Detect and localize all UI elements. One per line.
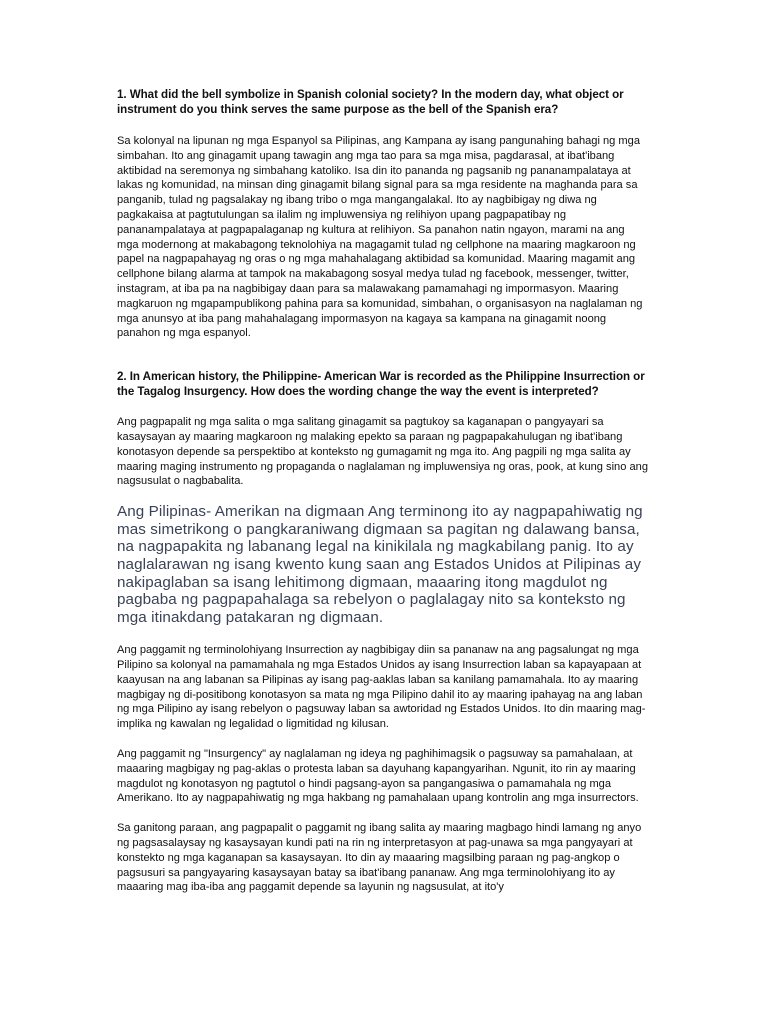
- answer-3-large-paragraph: Ang Pilipinas- Amerikan na digmaan Ang terminong ito ay nagpapahiwatig ng mas simetrikong o pangkaraniwang digmaan sa pagitan ng dalawang bansa, na nagpapakita ng labanang legal na kinikilala ng magkabilang panig. Ito ay naglalarawan ng isang kwento kung saan ang Estados Unidos at Pilipinas ay nakipaglaban sa isang lehitimong digmaan, maaaring itong magdulot ng pagbaba ng pagpapahalaga sa rebelyon o paglalagay nito sa konteksto ng mga itinakdang patakaran ng digmaan.: [117, 503, 643, 626]
- answer-6-paragraph: Sa ganitong paraan, ang pagpapalit o paggamit ng ibang salita ay maaring magbago hindi lamang ng anyo ng pagsasalaysay ng kasaysayan kundi pati na rin ng interpretasyon at pag-unawa sa mga pangyayari at konstekto ng mga kaganapan sa kasaysayan. Ito din ay maaaring magsilbing paraan ng pag-angkop o pagsusuri sa pangyayaring kasaysayan batay sa ibat'ibang pananaw. Ang mga terminolohiyang ito ay maaaring mag iba-iba ang paggamit depende sa layunin ng nagsusulat, at ito'y: [117, 822, 642, 894]
- answer-5-paragraph: Ang paggamit ng "Insurgency" ay naglalaman ng ideya ng paghihimagsik o pagsuway sa pamahalaan, at maaaring magbigay ng pag-aklas o protesta laban sa dayuhang kapangyarihan. Ngunit, ito rin ay maaring magdulot ng konotasyon ng pagtutol o hindi pagsang-ayon sa pangangasiwa o pamamahala ng mga Amerikano. Ito ay nagpapahiwatig ng mga hakbang ng pamahalaan upang kontrolin ang mga insurrectors.: [117, 748, 639, 805]
- answer-1-paragraph: Sa kolonyal na lipunan ng mga Espanyol sa Pilipinas, ang Kampana ay isang pangunahing bahagi ng mga simbahan. Ito ang ginagamit upang tawagin ang mga tao para sa mga misa, pagdarasal, at ibat'ibang aktibidad na seremonya ng simbahang katoliko. Isa din ito pananda ng pagsanib ng pananampalataya at lakas ng komunidad, na minsan ding ginagamit bilang signal para sa mga residente na maghanda para sa panganib, tulad ng pagsalakay ng ibang tribo o mga mangangalakal. Ito ay nagbibigay ng diwa ng pagkakaisa at pagtutulungan sa ilalim ng impluwensiya ng relihiyon upang pagpapatibay ng pananampalataya at pagpapalaganap ng kultura at relihiyon. Sa panahon natin ngayon, marami na ang mga modernong at makabagong teknolohiya na magagamit tulad ng cellphone na maaring magkaroon ng papel na nagpapahayag ng oras o ng mga mahahalagang aktibidad sa komunidad. Maaring magamit ang cellphone bilang alarma at tampok na makabagong sosyal medya tulad ng facebook, messenger, twitter, instagram, at iba pa na nagbibigay daan para sa malawakang pamamahagi ng impormasyon. Maaring magkaruon ng mgapampublikong pahina para sa komunidad, simbahan, o organisasyon na naglalaman ng mga anunsyo at iba pang mahahalagang impormasyon na kagaya sa kampana na ginagamit noong panahon ng mga espanyol.: [117, 135, 643, 340]
- document-body: [117, 88, 649, 895]
- question-2: 2. In American history, the Philippine- American War is recorded as the Philippine Insurrection or the Tagalog Insurgency. How does the wording change the way the event is interpreted?: [117, 370, 645, 398]
- answer-4-paragraph: Ang paggamit ng terminolohiyang Insurrection ay nagbibigay diin sa pananaw na ang pagsalungat ng mga Pilipino sa kolonyal na pamamahala ng mga Estados Unidos ay isang Insurrection laban sa kapayapaan at kaayusan na ang labanan sa Pilipinas ay isang pag-aaklas laban sa kanilang pamamahala. Ito ay maaring magbigay ng di-positibong konotasyon sa mata ng mga Pilipino dahil ito ay maaring ipahayag na ang laban ng mga Pilipino ay isang rebelyon o pagsuway laban sa awtoridad ng Estados Unidos. Ito din maaring mag-implika ng kawalan ng legalidad o ligmitidad ng kilusan.: [117, 644, 646, 731]
- answer-2-paragraph: Ang pagpapalit ng mga salita o mga salitang ginagamit sa pagtukoy sa kaganapan o pangyayari sa kasaysayan ay maaring magkaroon ng malaking epekto sa paraan ng pagpapakahulugan ng ibat'ibang konotasyon depende sa perspektibo at konteksto ng gumagamit ng mga ito. Ang pagpili ng mga salita ay maaring maging instrumento ng propaganda o naglalaman ng impluwensiya ng oras, pook, at kung sino ang nagsusulat o nagbabalita.: [117, 416, 648, 488]
- question-1: 1. What did the bell symbolize in Spanish colonial society? In the modern day, what object or instrument do you think serves the same purpose as the bell of the Spanish era?: [117, 88, 624, 116]
